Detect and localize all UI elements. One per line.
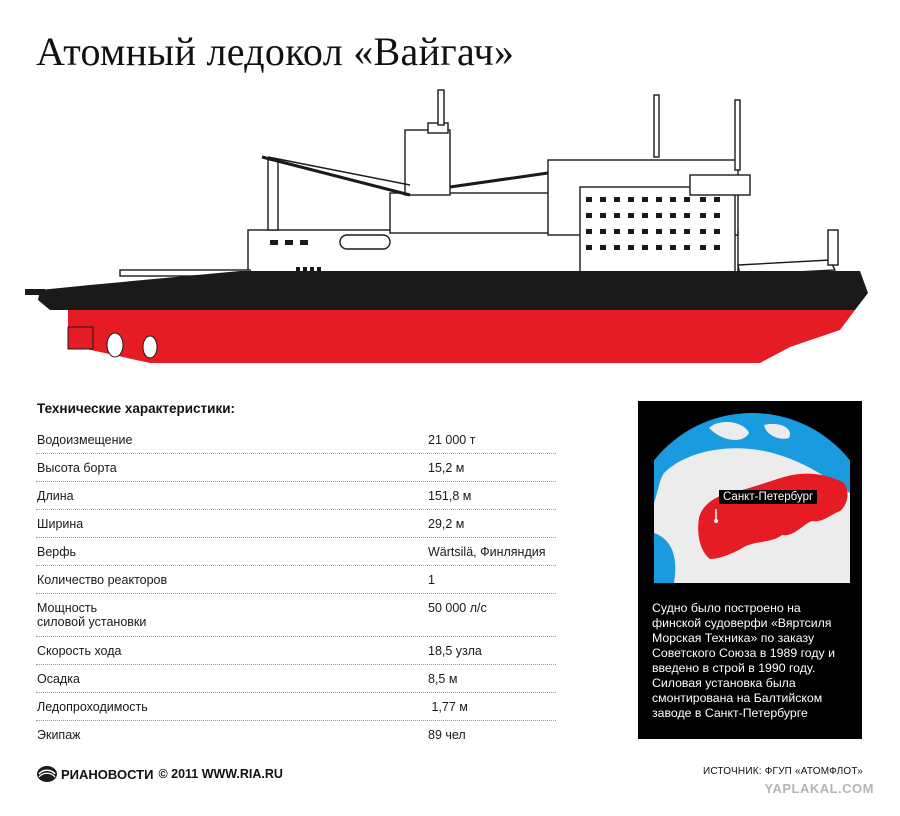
- spec-value: Wärtsilä, Финляндия: [428, 545, 546, 559]
- spec-row: [36, 454, 556, 482]
- spec-row: [36, 538, 556, 566]
- spec-label: Количество реакторов: [37, 573, 168, 587]
- spec-label: Мощность силовой установки: [37, 601, 147, 629]
- spec-row: [36, 426, 556, 454]
- globe-map: [654, 413, 850, 583]
- spec-label: Высота борта: [37, 461, 117, 475]
- spec-value: 1,77 м: [428, 700, 468, 714]
- hull-upper: [38, 271, 868, 310]
- hull-lower: [68, 310, 855, 363]
- spec-value: 1: [428, 573, 435, 587]
- aft-crane: [262, 157, 410, 195]
- specs-heading: Технические характеристики:: [37, 401, 236, 416]
- spec-row: [36, 566, 556, 594]
- main-mast: [438, 90, 444, 125]
- fore-crane: [450, 173, 548, 187]
- lifeboat: [340, 235, 390, 249]
- page-title: Атомный ледокол «Вайгач»: [36, 29, 515, 74]
- ria-logo-text: РИАНОВОСТИ: [61, 766, 154, 782]
- spec-value: 29,2 м: [428, 517, 465, 531]
- spec-value: 15,2 м: [428, 461, 465, 475]
- watermark: YAPLAKAL.COM: [764, 781, 874, 796]
- spec-row: [36, 721, 556, 748]
- ria-logo: [36, 764, 283, 784]
- spec-value: 50 000 л/с: [428, 601, 487, 615]
- spec-row: [36, 594, 556, 637]
- spec-label: Водоизмещение: [37, 433, 133, 447]
- icebreaker-illustration: [0, 75, 900, 375]
- spec-label: Ширина: [37, 517, 84, 531]
- spec-label: Длина: [37, 489, 74, 503]
- info-box: [638, 401, 862, 739]
- spec-row: [36, 482, 556, 510]
- spec-label: Осадка: [37, 672, 80, 686]
- city-marker-icon: [714, 519, 718, 523]
- spec-value: 18,5 узла: [428, 644, 482, 658]
- propeller-icon: [107, 333, 123, 357]
- spec-value: 151,8 м: [428, 489, 472, 503]
- city-label: Санкт-Петербург: [719, 490, 817, 504]
- spec-row: [36, 637, 556, 665]
- specs-table: [36, 426, 556, 748]
- spec-label: Скорость хода: [37, 644, 122, 658]
- spec-label: Экипаж: [37, 728, 81, 742]
- mid-superstructure: [390, 193, 550, 233]
- propeller-icon: [143, 336, 157, 358]
- spec-value: 89 чел: [428, 728, 466, 742]
- spec-value: 21 000 т: [428, 433, 476, 447]
- source-credit: ИСТОЧНИК: ФГУП «АТОМФЛОТ»: [702, 766, 863, 777]
- ria-logo-icon: [36, 765, 58, 783]
- funnel: [405, 130, 450, 195]
- info-text: Судно было построено на финской судоверфи «Вяртсиля Морская Техника» по заказу Советского Союза в 1989 году и введено в строй в 1990 году. Силовая установка была смонтирована на Балтийском заводе в Санкт-Петербурге: [652, 601, 835, 720]
- copyright: © 2011 WWW.RIA.RU: [158, 767, 283, 781]
- spec-label: Верфь: [37, 545, 77, 559]
- spec-row: [36, 693, 556, 721]
- spec-row: [36, 510, 556, 538]
- spec-label: Ледопроходимость: [37, 700, 148, 714]
- spec-row: [36, 665, 556, 693]
- spec-value: 8,5 м: [428, 672, 458, 686]
